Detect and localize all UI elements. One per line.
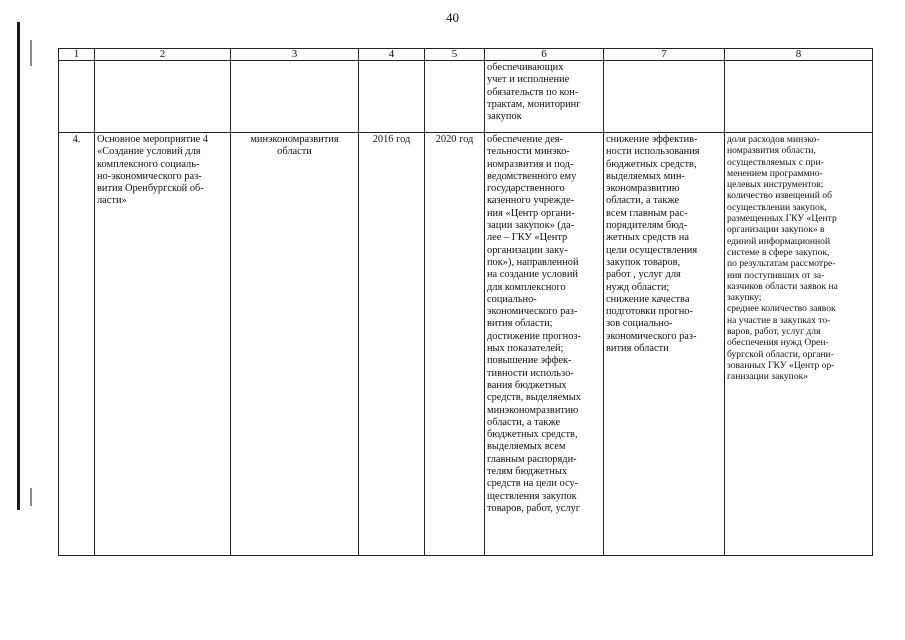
event-name-cell: Основное мероприятие 4 «Создание условий для комплексного социаль- но-экономического раз- вития Оренбургской об- ласти» [95, 133, 231, 556]
column-number: 7 [604, 49, 725, 61]
empty-cell [359, 61, 425, 133]
scan-artifact [30, 40, 32, 66]
start-year-cell: 2016 год [359, 133, 425, 556]
continuation-row [59, 61, 873, 133]
scan-binding-mark [17, 22, 20, 510]
empty-cell [95, 61, 231, 133]
column-number: 8 [725, 49, 873, 61]
empty-cell [231, 61, 359, 133]
column-number: 3 [231, 49, 359, 61]
column-number-row [59, 49, 873, 61]
consequences-cell: снижение эффектив- ности использования бюджетных средств, выделяемых мин- экономразвитию области, а также всем главным рас- порядителям бюд- жетных средств на цели осуществления закупок товаров, работ , услуг для нужд области; снижение качества подготовки прогно- зов социально- экономического раз- вития области [604, 133, 725, 556]
column-number: 6 [485, 49, 604, 61]
column-number: 1 [59, 49, 95, 61]
program-table [58, 48, 873, 556]
page-number: 40 [446, 10, 459, 25]
empty-cell [425, 61, 485, 133]
empty-cell [604, 61, 725, 133]
indicators-cell: доля расходов минэко- номразвития области, осуществляемых с при- менением программно- целевых инструментов; количество извещений об осуществлении закупок, размещенных ГКУ «Центр организации закупок» в единой информационной системе в сфере закупок, по результатам рассмотре- ния поступивших от за- казчиков области заявок на закупку; среднее количество заявок на участие в закупках то- варов, работ, услуг для обеспечения нужд Орен- бургской области, органи- зованных ГКУ «Центр ор- ганизации закупок» [725, 133, 873, 556]
row-number: 4. [59, 133, 95, 556]
empty-cell [59, 61, 95, 133]
column-number: 5 [425, 49, 485, 61]
end-year-cell: 2020 год [425, 133, 485, 556]
direct-result-cell: обеспечение дея- тельности минэко- номразвития и под- ведомственного ему государственного казенного учрежде- ния «Центр органи- зации закупок» (да- лее – ГКУ «Центр организации заку- пок»), направленной на создание условий для комплексного социально- экономического раз- вития области; достижение прогноз- ных показателей; повышение эффек- тивности использо- вания бюджетных средств, выделяемых минэкономразвитию области, а также бюджетных средств, выделяемых всем главным распоряди- телям бюджетных средств на цели осу- ществления закупок товаров, работ, услуг [485, 133, 604, 556]
direct-result-cell: обеспечивающих учет и исполнение обязательств по кон- трактам, мониторинг закупок [485, 61, 604, 133]
column-number: 2 [95, 49, 231, 61]
table-row [59, 133, 873, 556]
executor-cell: минэкономразвития области [231, 133, 359, 556]
empty-cell [725, 61, 873, 133]
column-number: 4 [359, 49, 425, 61]
scan-artifact [30, 488, 32, 506]
